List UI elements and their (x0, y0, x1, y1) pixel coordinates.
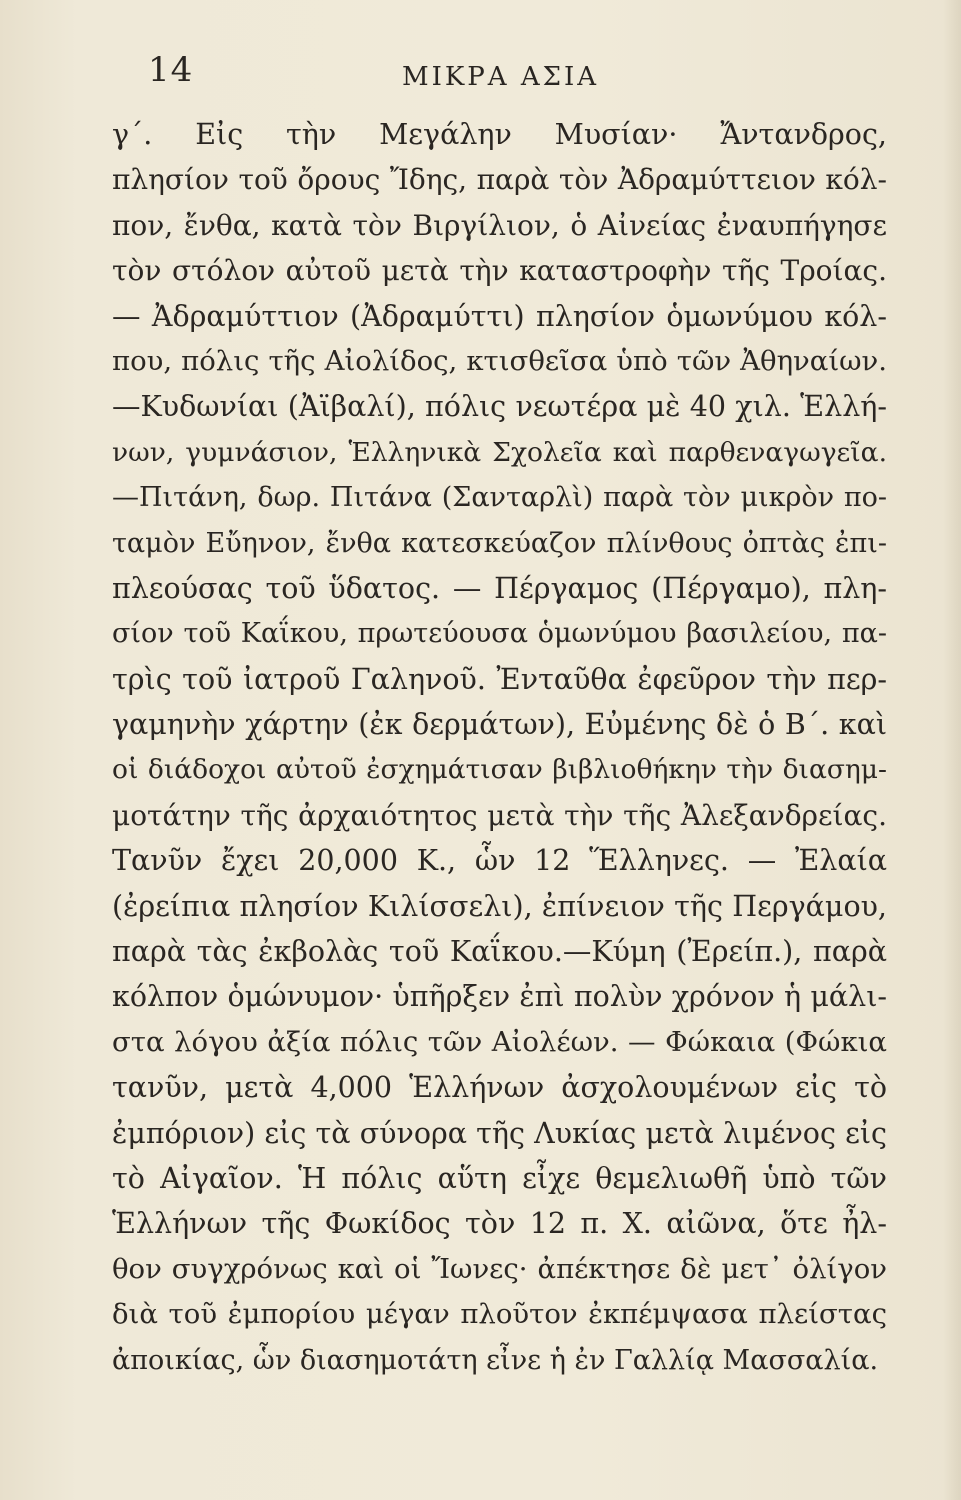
page-number: 14 (148, 50, 194, 90)
text-line: γ΄. Εἰς τὴν Μεγάλην Μυσίαν· Ἄντανδρος, (112, 118, 887, 151)
text-line: ἀποικίας, ὧν διασημοτάτη εἶνε ἡ ἐν Γαλλίᾳ Μασσαλία. (112, 1344, 879, 1376)
text-line: ἐμπόριον) εἰς τὰ σύνορα τῆς Λυκίας μετὰ λιμένος εἰς (112, 1116, 887, 1150)
running-head: ΜΙΚΡΑ ΑΣΙΑ (401, 62, 600, 92)
text-line: οἱ διάδοχοι αὐτοῦ ἐσχημάτισαν βιβλιοθήκην τὴν διασημ- (112, 754, 887, 786)
text-line: τανῦν, μετὰ 4,000 Ἑλλήνων ἀσχολουμένων εἰς τὸ (112, 1071, 887, 1105)
page-edge-shadow (943, 0, 961, 1500)
text-line: —Κυδωνίαι (Ἀϊβαλί), πόλις νεωτέρα μὲ 40 χιλ. Ἑλλή- (112, 390, 887, 424)
text-line: τὸν στόλον αὐτοῦ μετὰ τὴν καταστροφὴν τῆς Τροίας. (112, 254, 887, 288)
text-line: θον συγχρόνως καὶ οἱ Ἴωνες· ἀπέκτησε δὲ μετ᾿ ὀλίγον (112, 1252, 887, 1285)
text-line: πον, ἔνθα, κατὰ τὸν Βιργίλιον, ὁ Αἰνείας ἐναυπήγησε (112, 208, 887, 242)
text-line: μοτάτην τῆς ἀρχαιότητος μετὰ τὴν τῆς Ἀλεξανδρείας. (112, 798, 887, 832)
text-line: κόλπον ὁμώνυμον· ὑπῆρξεν ἐπὶ πολὺν χρόνον ἡ μάλι- (112, 980, 887, 1014)
text-line: που, πόλις τῆς Αἰολίδος, κτισθεῖσα ὑπὸ τῶν Ἀθηναίων. (112, 344, 887, 377)
text-line: νων, γυμνάσιον, Ἑλληνικὰ Σχολεῖα καὶ παρθεναγωγεῖα. (112, 436, 887, 468)
text-line: τὸ Αἰγαῖον. Ἡ πόλις αὕτη εἶχε θεμελιωθῆ ὑπὸ τῶν (112, 1161, 887, 1195)
text-line: πλησίον τοῦ ὄρους Ἴδης, παρὰ τὸν Ἀδραμύττειον κόλ- (112, 163, 887, 197)
text-line: στα λόγου ἀξία πόλις τῶν Αἰολέων. — Φώκαια (Φώκια (112, 1025, 887, 1058)
text-line: διὰ τοῦ ἐμπορίου μέγαν πλοῦτον ἐκπέμψασα πλείστας (112, 1298, 887, 1331)
text-line: γαμηνὴν χάρτην (ἐκ δερμάτων), Εὐμένης δὲ ὁ Β΄. καὶ (112, 708, 887, 742)
text-line: παρὰ τὰς ἐκβολὰς τοῦ Καΐκου.—Κύμη (Ἐρείπ.), παρὰ (112, 935, 887, 969)
text-line: Τανῦν ἔχει 20,000 Κ., ὧν 12 Ἕλληνες. — Ἐλαία (112, 844, 887, 878)
text-line: τρὶς τοῦ ἰατροῦ Γαληνοῦ. Ἐνταῦθα ἐφεῦρον τὴν περ- (112, 662, 887, 696)
text-line: —Πιτάνη, δωρ. Πιτάνα (Σανταρλὶ) παρὰ τὸν μικρὸν πο- (112, 482, 887, 514)
body-text (112, 112, 887, 1383)
text-line: (ἐρείπια πλησίον Κιλίσσελι), ἐπίνειον τῆς Περγάμου, (112, 889, 887, 923)
text-line: σίον τοῦ Καΐκου, πρωτεύουσα ὁμωνύμου βασιλείου, πα- (112, 618, 887, 650)
text-line: Ἑλλήνων τῆς Φωκίδος τὸν 12 π. Χ. αἰῶνα, ὅτε ἦλ- (112, 1207, 887, 1241)
text-line: ταμὸν Εὔηνον, ἔνθα κατεσκεύαζον πλίνθους ὀπτὰς ἐπι- (112, 527, 887, 559)
text-line: — Ἀδραμύττιον (Ἀδραμύττι) πλησίον ὁμωνύμου κόλ- (112, 299, 887, 333)
text-line: πλεούσας τοῦ ὕδατος. — Πέργαμος (Πέργαμο), πλη- (112, 571, 887, 605)
